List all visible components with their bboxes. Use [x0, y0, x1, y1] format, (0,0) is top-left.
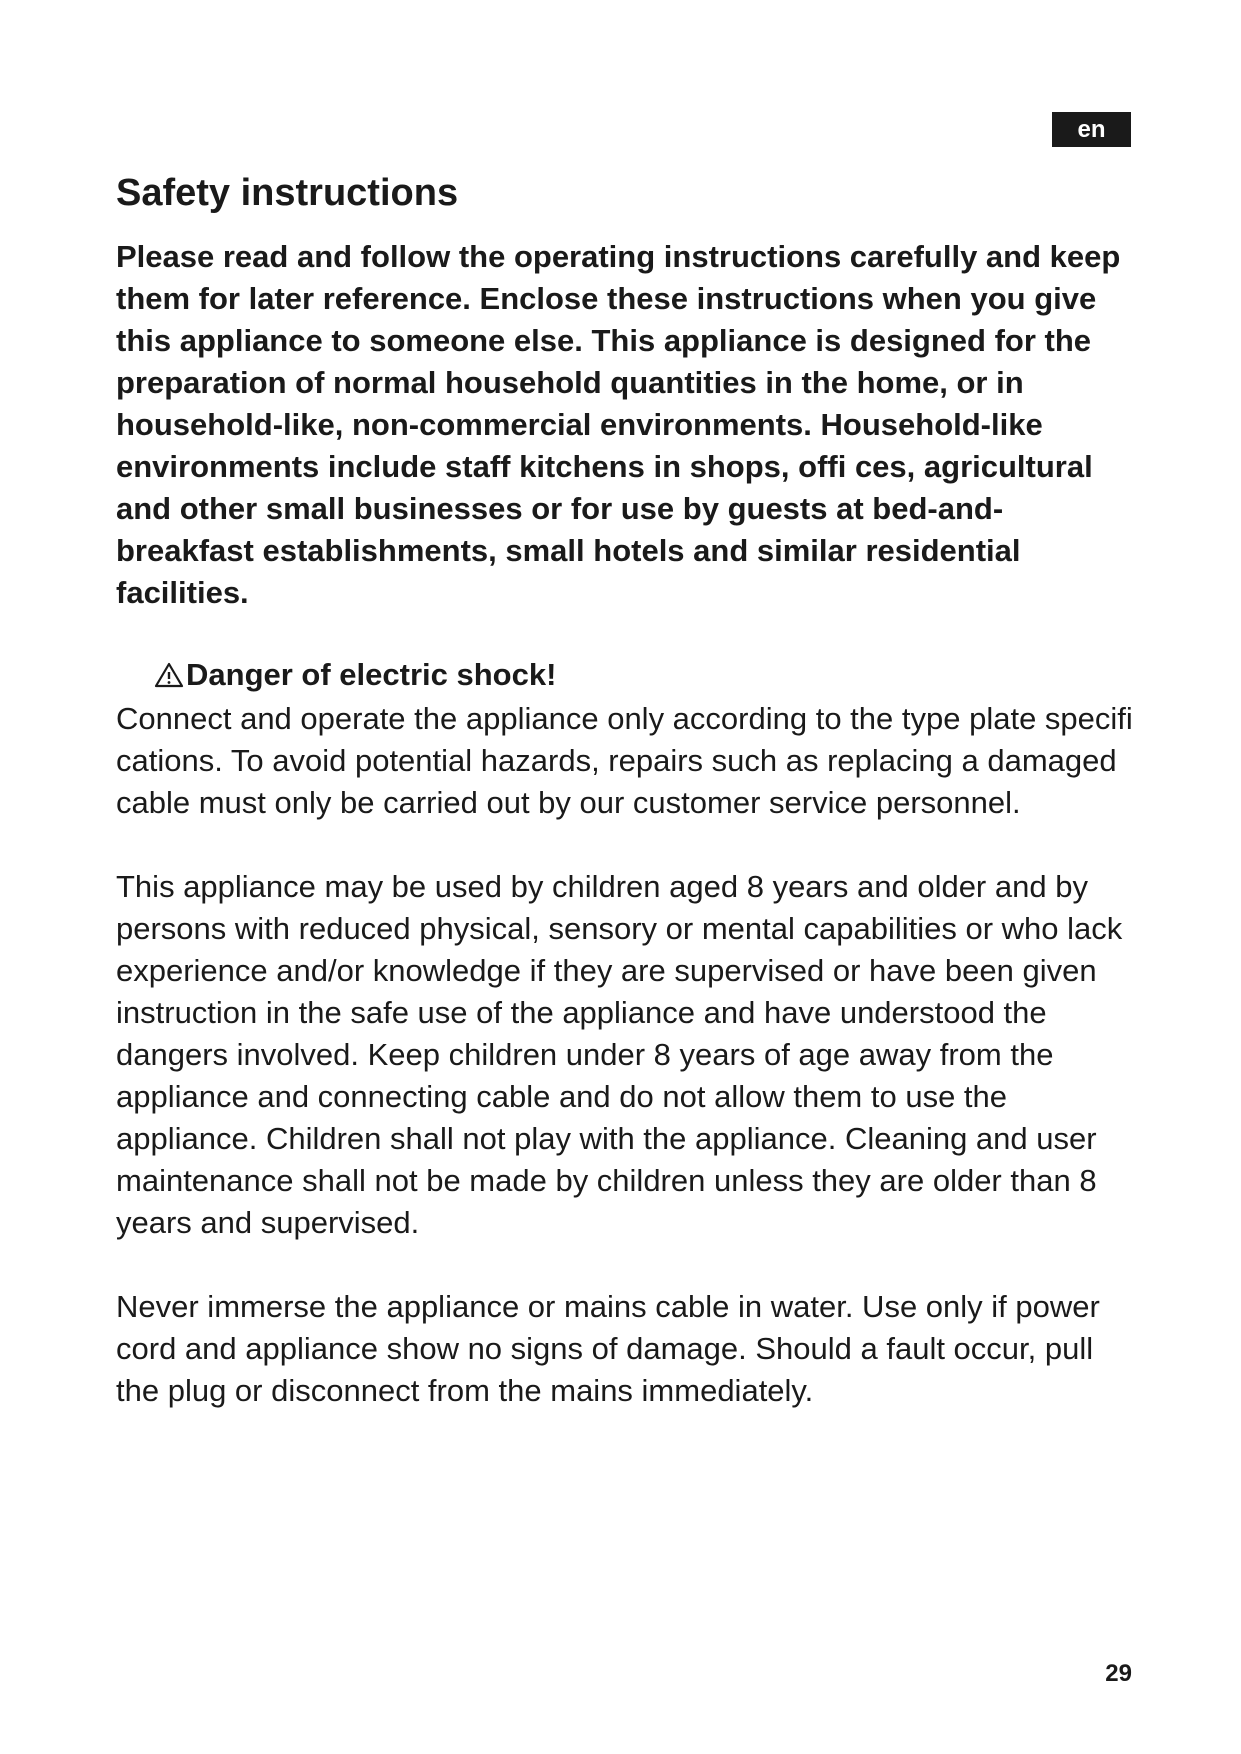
warning-heading	[154, 654, 1136, 696]
page-number: 29	[1105, 1660, 1132, 1687]
children-usage-paragraph: This appliance may be used by children aged 8 years and older and by persons with reduced physical, sensory or mental capabilities or who lack experience and/or knowledge if they are supervised or have been given instruction in the safe use of the appliance and have understood the dangers involved. Keep children under 8 years of age away from the appliance and connecting cable and do not allow them to use the appliance. Children shall not play with the appliance. Cleaning and user maintenance shall not be made by children unless they are older than 8 years and supervised.	[116, 869, 1123, 1240]
page-title: Safety instructions	[116, 172, 459, 214]
safety-instructions-section	[116, 166, 1136, 1454]
warning-heading-text: Danger of electric shock!	[186, 657, 557, 692]
intro-paragraph: Please read and follow the operating instructions carefully and keep them for later reference. Enclose these instructions when you give this appliance to someone else. This appliance is designed for the preparation of normal household quantities in the home, or in household-like, non-commercial environments. Household-like environments include staff kitchens in shops, offi ces, agricultural and other small businesses or for use by guests at bed-and-breakfast establishments, small hotels and similar residential facilities.	[116, 239, 1121, 610]
water-immersion-paragraph: Never immerse the appliance or mains cable in water. Use only if power cord and appliance show no signs of damage. Should a fault occur, pull the plug or disconnect from the mains immediately.	[116, 1289, 1100, 1408]
language-badge: en	[1052, 112, 1131, 147]
warning-triangle-icon	[154, 661, 184, 689]
electric-shock-paragraph: Connect and operate the appliance only according to the type plate specifi cations. To avoid potential hazards, repairs such as replacing a damaged cable must only be carried out by our customer service personnel.	[116, 701, 1133, 820]
